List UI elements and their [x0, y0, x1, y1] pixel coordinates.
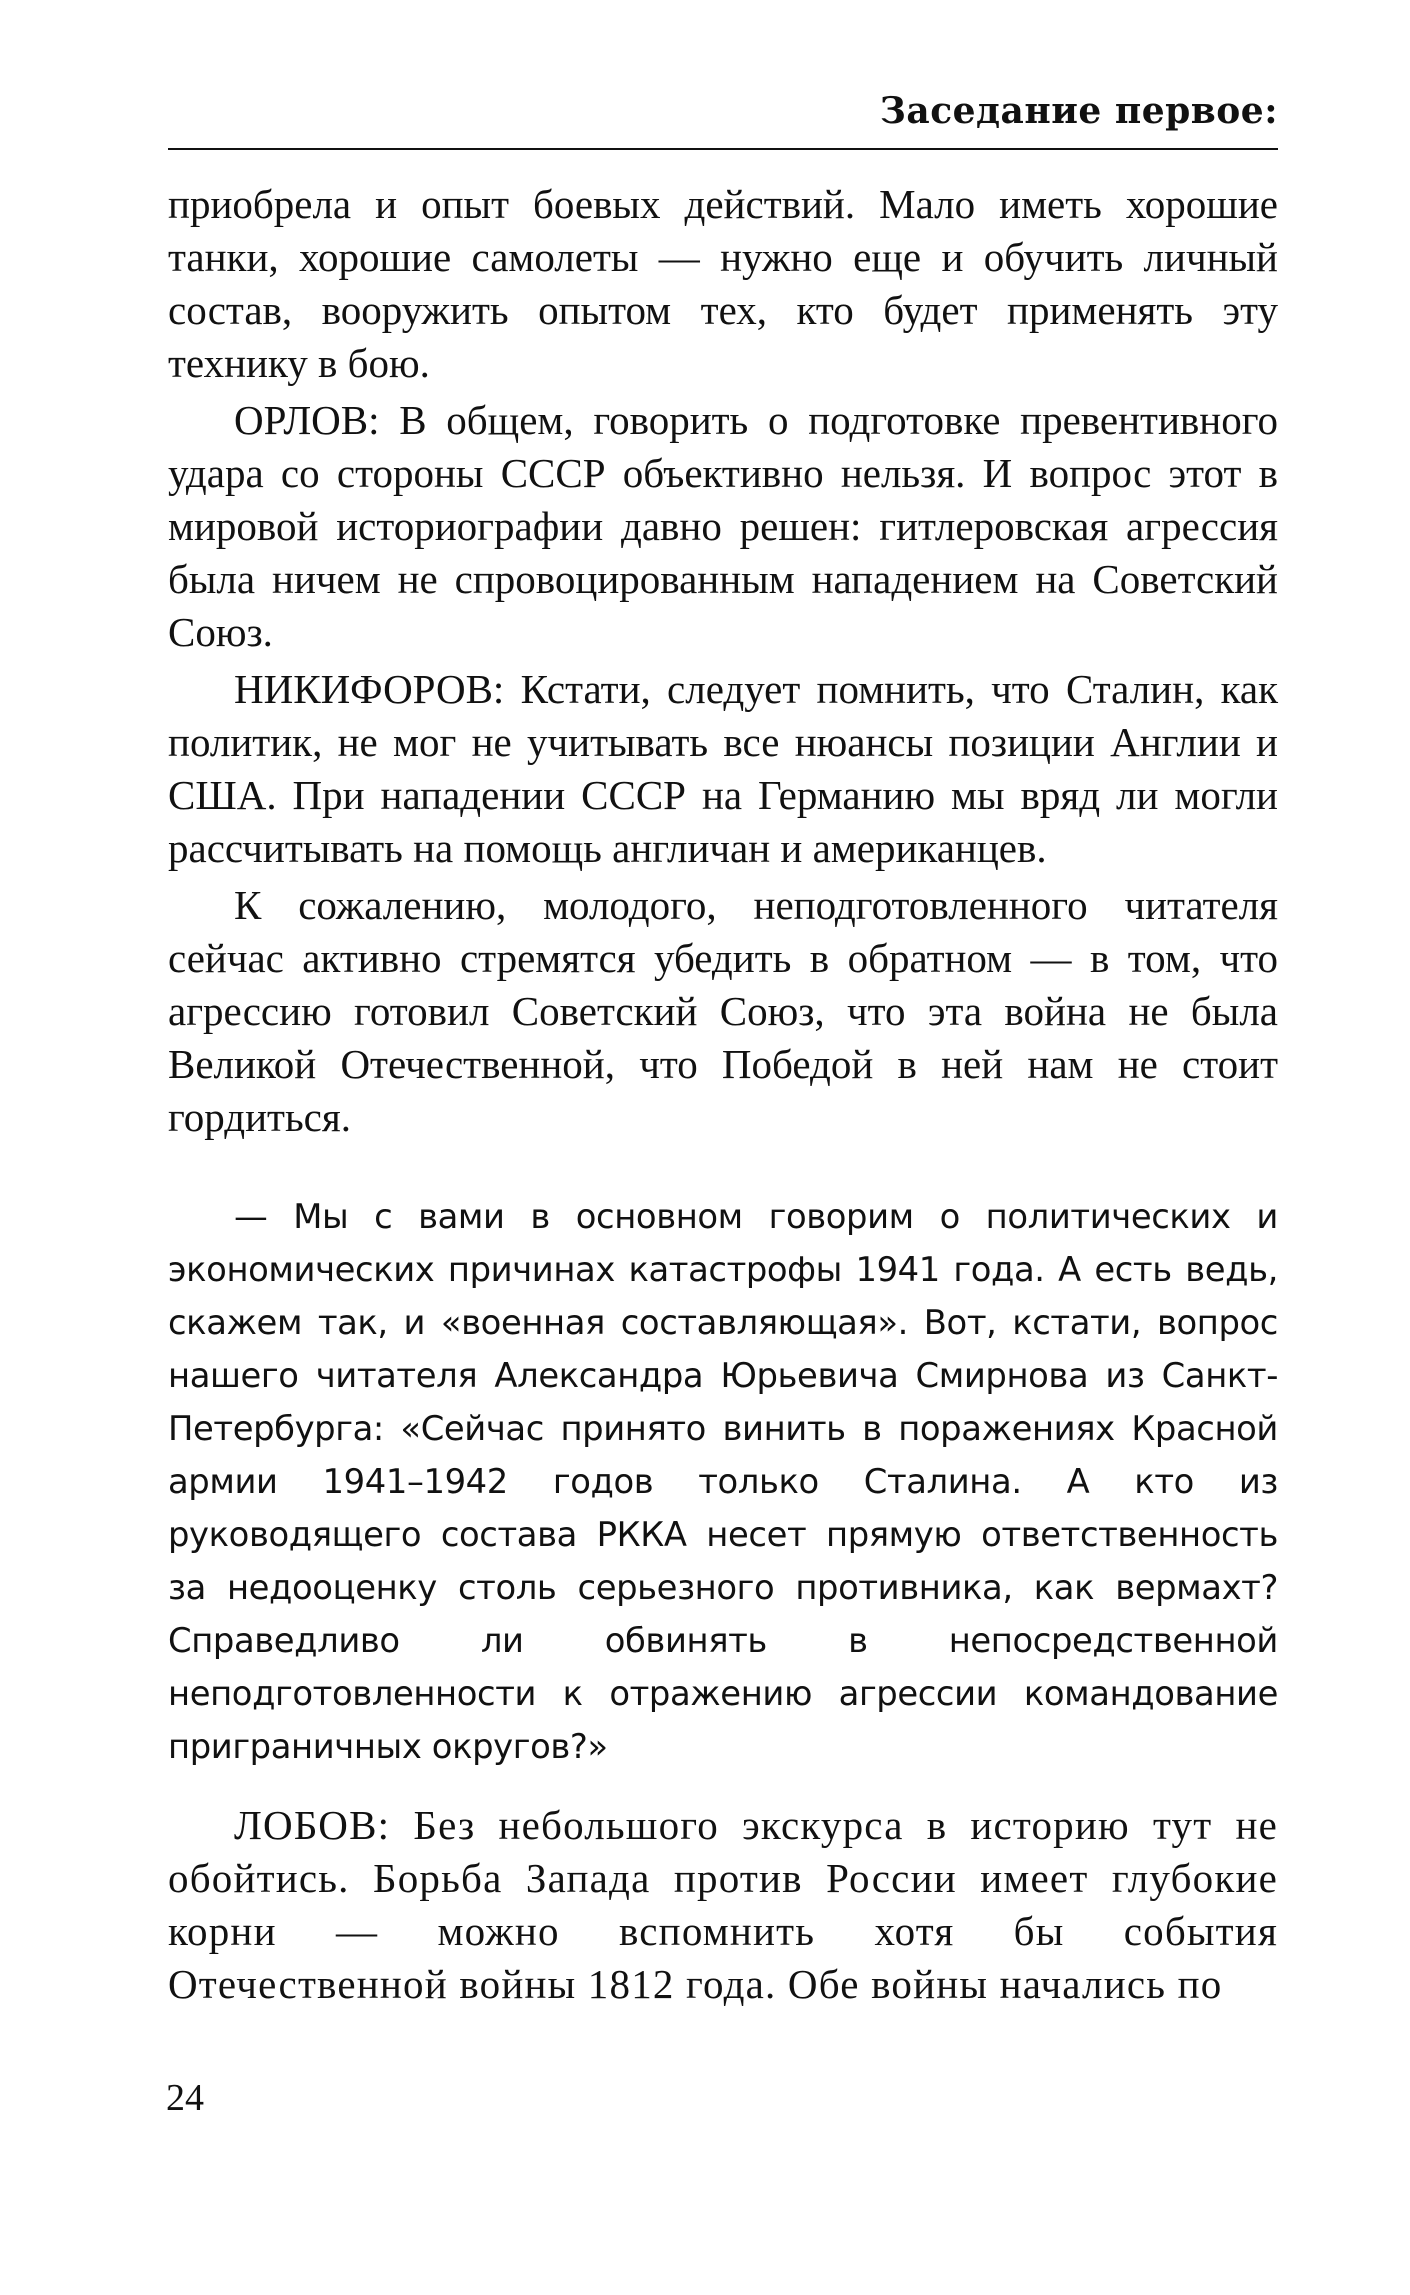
header-rule	[168, 148, 1278, 150]
paragraph-nikiforov: НИКИФОРОВ: Кстати, следует помнить, что Сталин, как политик, не мог не учитывать все нюансы позиции Англии и США. При нападении СССР на Германию мы вряд ли могли рассчитывать на помощь англичан и американцев.	[168, 666, 1278, 871]
page-body	[168, 178, 1278, 2011]
interviewer-question: — Мы с вами в основном говорим о политических и экономических причинах катастрофы 1941 года. А есть ведь, скажем так, и «военная составляющая». Вот, кстати, вопрос нашего читателя Александра Юрьевича Смирнова из Санкт-Петербурга: «Сейчас принято винить в поражениях Красной армии 1941–1942 годов только Сталина. А кто из руководящего состава РККА несет прямую ответственность за недооценку столь серьезного противника, как вермахт? Справедливо ли обвинять в непосредственной неподготовленности к отражению агрессии командование приграничных округов?»	[168, 1197, 1278, 1766]
running-head: Заседание первое:	[879, 90, 1278, 132]
page-number: 24	[166, 2077, 204, 2119]
paragraph-nikiforov-cont: К сожалению, молодого, неподготовленного читателя сейчас активно стремятся убедить в обратном — в том, что агрессию готовил Советский Союз, что эта война не была Великой Отечественной, что Победой в ней нам не стоит гордиться.	[168, 882, 1278, 1140]
paragraph-lobov: ЛОБОВ: Без небольшого экскурса в историю тут не обойтись. Борьба Запада против России имеет глубокие корни — можно вспомнить хотя бы события Отечественной войны 1812 года. Обе войны начались по	[168, 1802, 1278, 2007]
paragraph-orlov: ОРЛОВ: В общем, говорить о подготовке превентивного удара со стороны СССР объективно нельзя. И вопрос этот в мировой историографии давно решен: гитлеровская агрессия была ничем не спровоцированным нападением на Советский Союз.	[168, 397, 1278, 655]
paragraph-continuation: приобрела и опыт боевых действий. Мало иметь хорошие танки, хорошие самолеты — нужно еще и обучить личный состав, вооружить опытом тех, кто будет применять эту технику в бою.	[168, 181, 1278, 386]
